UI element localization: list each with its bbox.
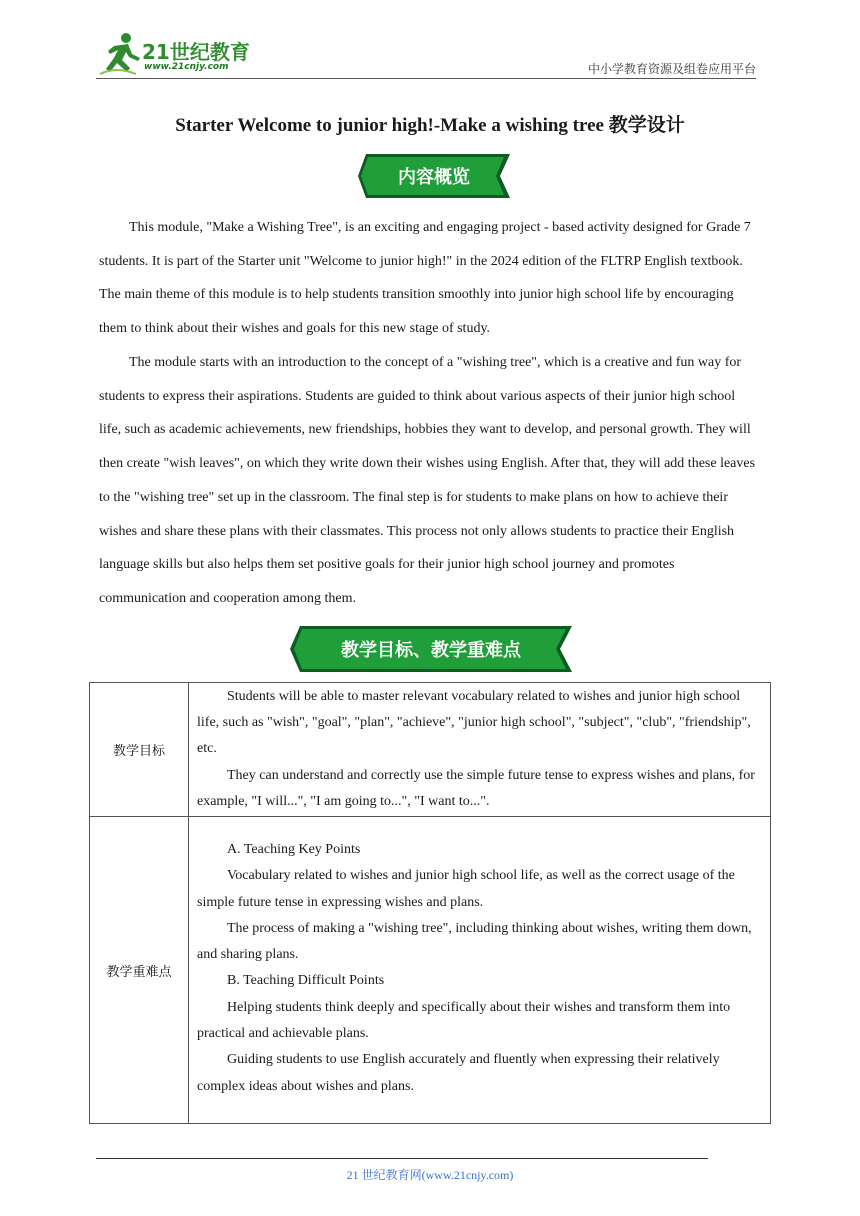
content-line: They can understand and correctly use the simple future tense to express wishes and plans, for example, "I will...", "I am going to...", "I want to...". (197, 767, 755, 809)
content-line: Guiding students to use English accurately and fluently when expressing their relatively complex ideas about wishes and plans. (197, 1052, 720, 1094)
content-line: Vocabulary related to wishes and junior high school life, as well as the correct usage of the simple future tense in expressing wishes and plans. (197, 868, 735, 910)
section-banner-overview (358, 154, 510, 198)
row-label-objectives: 教学目标 (90, 683, 189, 817)
logo-text: 21世纪教育 (142, 40, 250, 64)
overview-paragraph-2: The module starts with an introduction to the concept of a "wishing tree", which is a creative and fun way for students to express their aspirations. Students are guided to think about various aspects of their junior high school life, such as academic achievements, new friendships, hobbies they want to develop, and personal growth. They will then create "wish leaves", on which they write down their wishes using English. After that, they will add these leaves to the "wishing tree" set up in the classroom. The final step is for students to make plans on how to achieve their wishes and share these plans with their classmates. This process not only allows students to practice their English language skills but also helps them set positive goals for their junior high school journey and promotes communication and cooperation among them. (99, 355, 756, 606)
content-line: The process of making a "wishing tree", including thinking about wishes, writing them down, and sharing plans. (197, 920, 752, 963)
section-banner-goals (290, 626, 572, 672)
content-line: A. Teaching Key Points (227, 842, 361, 857)
content-line: B. Teaching Difficult Points (227, 973, 385, 989)
goals-table (89, 682, 771, 1124)
row-content-key-points (189, 817, 771, 1124)
footer-divider (96, 1158, 708, 1159)
section-banner-overview-label: 内容概览 (398, 167, 470, 188)
content-line: Students will be able to master relevant vocabulary related to wishes and junior high school life, such as "wish", "goal", "plan", "achieve", "junior high school", "subject", "club", "friendship", etc. (197, 688, 751, 757)
section-banner-goals-label: 教学目标、教学重难点 (341, 640, 521, 661)
overview-paragraph-1: This module, "Make a Wishing Tree", is an exciting and engaging project - based activity designed for Grade 7 students. It is part of the Starter unit "Welcome to junior high!" in the 2024 edition of the FLTRP English textbook. The main theme of this module is to help students transition smoothly into junior high school life by encouraging them to think about their wishes and goals for this new stage of study. (99, 220, 751, 337)
table-row (90, 683, 771, 817)
footer-link[interactable]: 21 世纪教育网(www.21cnjy.com) (346, 1168, 514, 1182)
logo-url: www.21cnjy.com (144, 62, 229, 72)
table-row (90, 817, 771, 1124)
row-label-key-points: 教学重难点 (90, 817, 189, 1124)
content-line: Helping students think deeply and specifically about their wishes and transform them into practical and achievable plans. (197, 999, 731, 1042)
page-header (0, 0, 860, 90)
row-content-objectives (189, 683, 771, 817)
runner-icon (96, 30, 144, 78)
header-divider (96, 78, 756, 79)
platform-name: 中小学教育资源及组卷应用平台 (587, 62, 756, 76)
site-logo[interactable] (96, 30, 266, 78)
document-title: Starter Welcome to junior high!-Make a wishing tree 教学设计 (175, 115, 685, 136)
